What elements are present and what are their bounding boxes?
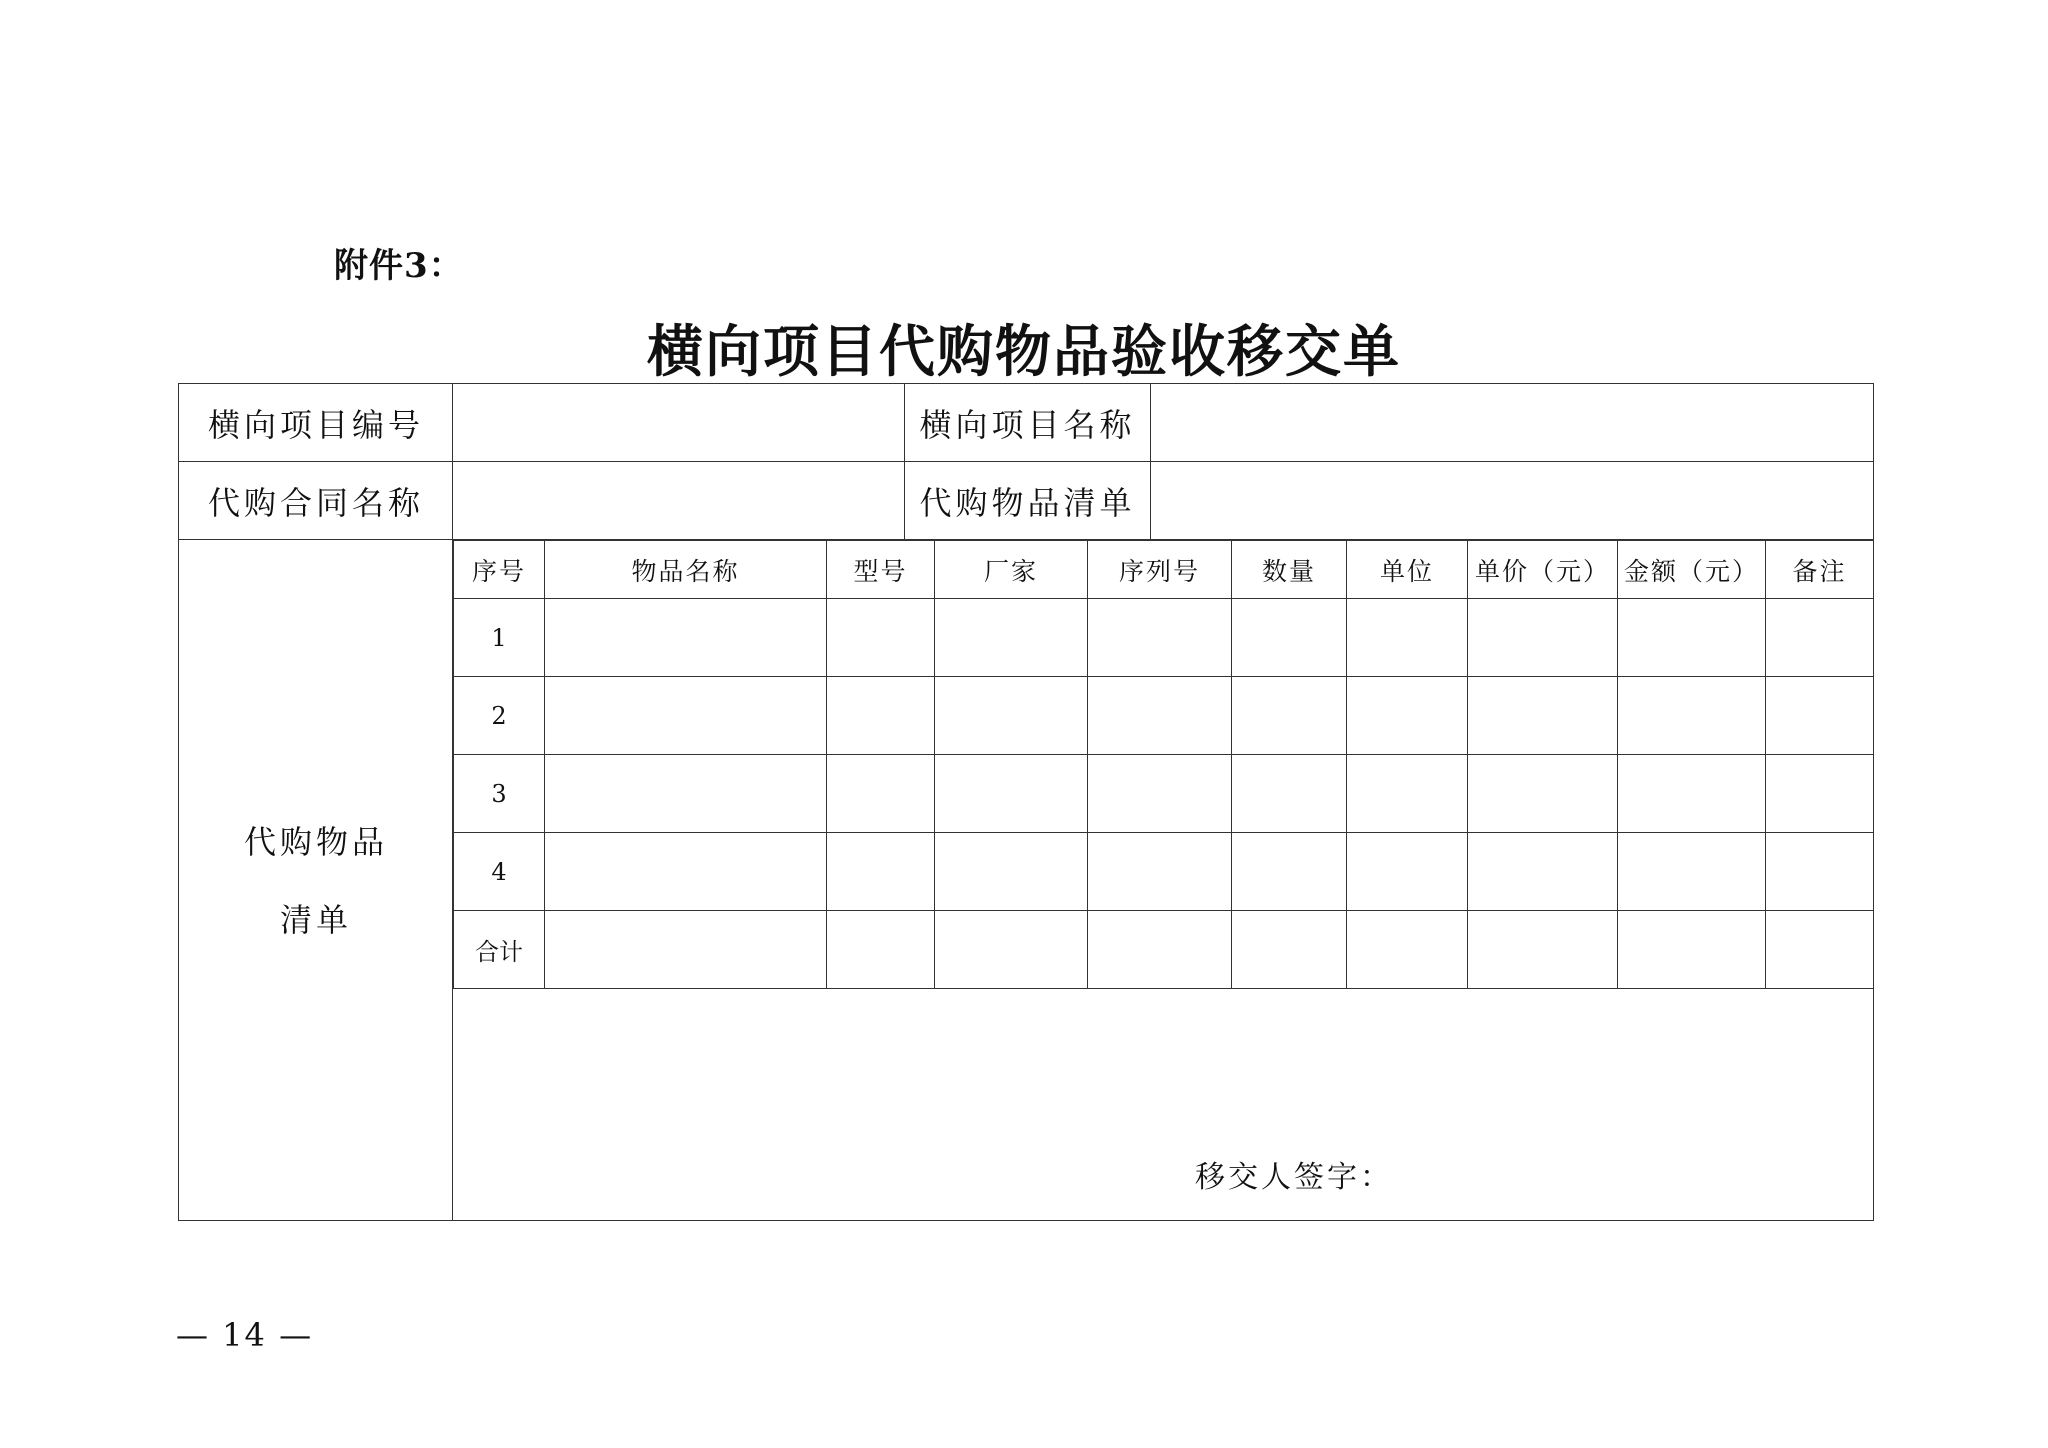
table-cell[interactable] xyxy=(827,833,935,911)
table-row xyxy=(454,599,1874,677)
table-cell[interactable] xyxy=(935,833,1088,911)
table-cell[interactable] xyxy=(1232,677,1347,755)
table-cell[interactable] xyxy=(545,677,827,755)
table-row-total xyxy=(454,911,1874,989)
table-cell[interactable] xyxy=(1232,755,1347,833)
table-cell[interactable] xyxy=(1468,833,1618,911)
project-name-label: 横向项目名称 xyxy=(919,405,1136,444)
table-cell[interactable] xyxy=(1468,911,1618,989)
transferor-signature-label: 移交人签字： xyxy=(1195,1160,1393,1195)
table-row xyxy=(454,677,1874,755)
table-cell[interactable] xyxy=(1088,833,1232,911)
row-index: 3 xyxy=(454,755,545,833)
table-cell[interactable] xyxy=(1766,599,1874,677)
table-cell[interactable] xyxy=(1088,911,1232,989)
header-item-name: 物品名称 xyxy=(545,541,827,599)
project-number-label: 横向项目编号 xyxy=(207,405,424,444)
table-cell[interactable] xyxy=(827,677,935,755)
page-number: — 14 — xyxy=(176,1316,314,1354)
row-index: 4 xyxy=(454,833,545,911)
goods-list-label: 代购物品清单 xyxy=(919,483,1136,522)
header-model: 型号 xyxy=(827,541,935,599)
header-quantity: 数量 xyxy=(1232,541,1347,599)
table-cell[interactable] xyxy=(1232,599,1347,677)
table-cell[interactable] xyxy=(935,755,1088,833)
table-cell[interactable] xyxy=(545,833,827,911)
table-cell[interactable] xyxy=(1088,599,1232,677)
attachment-label: 附件3： xyxy=(334,246,464,286)
table-cell[interactable] xyxy=(1347,677,1468,755)
table-cell[interactable] xyxy=(545,599,827,677)
table-cell[interactable] xyxy=(1347,833,1468,911)
table-cell[interactable] xyxy=(1347,911,1468,989)
table-cell[interactable] xyxy=(1618,833,1766,911)
header-remarks: 备注 xyxy=(1766,541,1874,599)
acceptance-form xyxy=(178,383,1874,1221)
table-cell[interactable] xyxy=(1766,911,1874,989)
table-row xyxy=(454,755,1874,833)
table-cell[interactable] xyxy=(1766,833,1874,911)
table-cell[interactable] xyxy=(1618,911,1766,989)
header-manufacturer: 厂家 xyxy=(935,541,1088,599)
table-cell[interactable] xyxy=(1618,599,1766,677)
row-index: 2 xyxy=(454,677,545,755)
table-cell[interactable] xyxy=(1618,755,1766,833)
header-unit-price: 单价（元） xyxy=(1468,541,1618,599)
table-cell[interactable] xyxy=(1468,599,1618,677)
table-cell[interactable] xyxy=(935,599,1088,677)
table-cell[interactable] xyxy=(935,677,1088,755)
row-index: 1 xyxy=(454,599,545,677)
table-cell[interactable] xyxy=(1347,755,1468,833)
header-unit: 单位 xyxy=(1347,541,1468,599)
header-index: 序号 xyxy=(454,541,545,599)
items-header-row xyxy=(454,541,1874,599)
table-cell[interactable] xyxy=(1232,833,1347,911)
header-serial-number: 序列号 xyxy=(1088,541,1232,599)
table-cell[interactable] xyxy=(1088,755,1232,833)
items-table xyxy=(453,540,1874,989)
contract-name-label: 代购合同名称 xyxy=(207,483,424,522)
table-cell[interactable] xyxy=(935,911,1088,989)
goods-list-field[interactable] xyxy=(1151,462,1873,539)
side-label-line1: 代购物品 xyxy=(243,823,388,861)
table-cell[interactable] xyxy=(1766,755,1874,833)
table-cell[interactable] xyxy=(1468,677,1618,755)
table-cell[interactable] xyxy=(545,911,827,989)
table-cell[interactable] xyxy=(1088,677,1232,755)
project-name-field[interactable] xyxy=(1151,384,1873,461)
header-amount: 金额（元） xyxy=(1618,541,1766,599)
table-cell[interactable] xyxy=(827,911,935,989)
project-number-field[interactable] xyxy=(453,384,904,461)
table-cell[interactable] xyxy=(1766,677,1874,755)
table-row xyxy=(454,833,1874,911)
table-cell[interactable] xyxy=(545,755,827,833)
table-cell[interactable] xyxy=(1468,755,1618,833)
document-title: 横向项目代购物品验收移交单 xyxy=(647,319,1401,385)
table-cell[interactable] xyxy=(1618,677,1766,755)
goods-list-side-label xyxy=(179,540,453,1222)
side-label-line2: 清单 xyxy=(279,901,352,939)
table-cell[interactable] xyxy=(827,599,935,677)
table-cell[interactable] xyxy=(1232,911,1347,989)
contract-name-field[interactable] xyxy=(453,462,904,539)
row-index: 合计 xyxy=(454,911,545,989)
table-cell[interactable] xyxy=(1347,599,1468,677)
table-cell[interactable] xyxy=(827,755,935,833)
